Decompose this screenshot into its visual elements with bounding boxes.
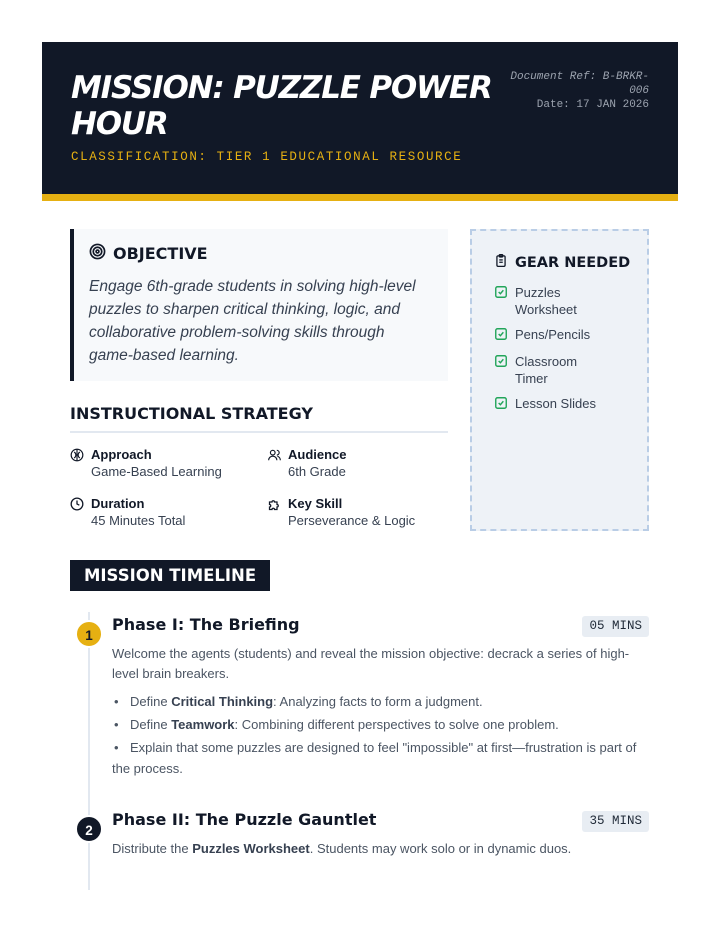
phase-bullet: • Define Critical Thinking: Analyzing facts to form a judgment. [112,691,652,712]
strategy-item-key-skill [267,495,447,530]
users-icon [267,448,282,481]
checkbox-check-icon [494,396,508,414]
strategy-heading: INSTRUCTIONAL STRATEGY [70,404,448,433]
phase-duration-badge: 05 MINS [582,616,649,637]
gear-list [494,284,647,414]
checkbox-check-icon [494,285,508,303]
document-ref: Document Ref: B-BRKR-006 [510,71,649,97]
clock-icon [70,497,85,530]
gear-heading: GEAR NEEDED [515,254,631,271]
objective-text: Engage 6th-grade students in solving high-level puzzles to sharpen critical thinking, logic, and collaborative problem-solving skills through game-based learning. [89,278,416,364]
phase-duration-badge: 35 MINS [582,811,649,832]
strategy-value: 6th Grade [288,464,346,479]
phase-title: Phase II: The Puzzle Gauntlet [112,810,377,829]
gear-item-label: Puzzles Worksheet [515,285,577,317]
strategy-label: Approach [91,447,152,462]
puzzle-icon [267,497,282,530]
phase-description: Distribute the Puzzles Worksheet. Students may work solo or in dynamic duos. [112,841,572,856]
target-icon [89,243,106,264]
phase-bullet: • Define Teamwork: Combining different perspectives to solve one problem. [112,714,652,735]
checkbox-check-icon [494,327,508,345]
header-accent-bar [42,194,678,201]
document-title: MISSION: PUZZLE POWER HOUR [71,70,492,142]
strategy-item-duration [70,495,250,530]
strategy-value: Game-Based Learning [91,464,222,479]
phase-bullet: • Explain that some puzzles are designed to feel "impossible" at first—frustration is part of the process. [112,737,652,779]
gear-item [494,284,647,318]
gear-item-label: Lesson Slides [515,396,596,411]
timeline-line [88,612,90,890]
objective-heading: OBJECTIVE [113,244,208,263]
phase-number-badge: 2 [75,815,103,843]
gear-item-label: Classroom Timer [515,354,578,386]
objective-panel [70,229,448,381]
strategy-item-audience [267,446,447,481]
phase-number-badge: 1 [75,620,103,648]
timeline-heading: MISSION TIMELINE [70,560,270,591]
document-header [42,42,678,194]
document-meta [509,70,649,112]
gear-heading-row [494,253,647,272]
strategy-label: Audience [288,447,347,462]
phase-description: Welcome the agents (students) and reveal the mission objective: decrack a series of high-level brain breakers. [112,646,630,681]
strategy-label: Key Skill [288,496,343,511]
strategy-item-approach [70,446,250,481]
gear-item [494,326,647,345]
gear-item-label: Pens/Pencils [515,327,591,342]
strategy-value: Perseverance & Logic [288,513,416,528]
objective-heading-row [89,243,432,264]
classification-label: CLASSIFICATION: TIER 1 EDUCATIONAL RESOURCE [71,150,463,164]
gear-item [494,395,647,414]
gear-needed-panel [470,229,649,531]
clipboard-icon [494,253,508,272]
gear-item [494,353,647,387]
worksheet-emphasis: Puzzles Worksheet [192,841,310,856]
document-date: Date: 17 JAN 2026 [536,99,649,111]
phase-title: Phase I: The Briefing [112,615,300,634]
checkbox-check-icon [494,354,508,372]
brain-icon [70,448,85,481]
phase-bullet-list [112,691,652,781]
strategy-label: Duration [91,496,145,511]
strategy-value: 45 Minutes Total [91,513,186,528]
